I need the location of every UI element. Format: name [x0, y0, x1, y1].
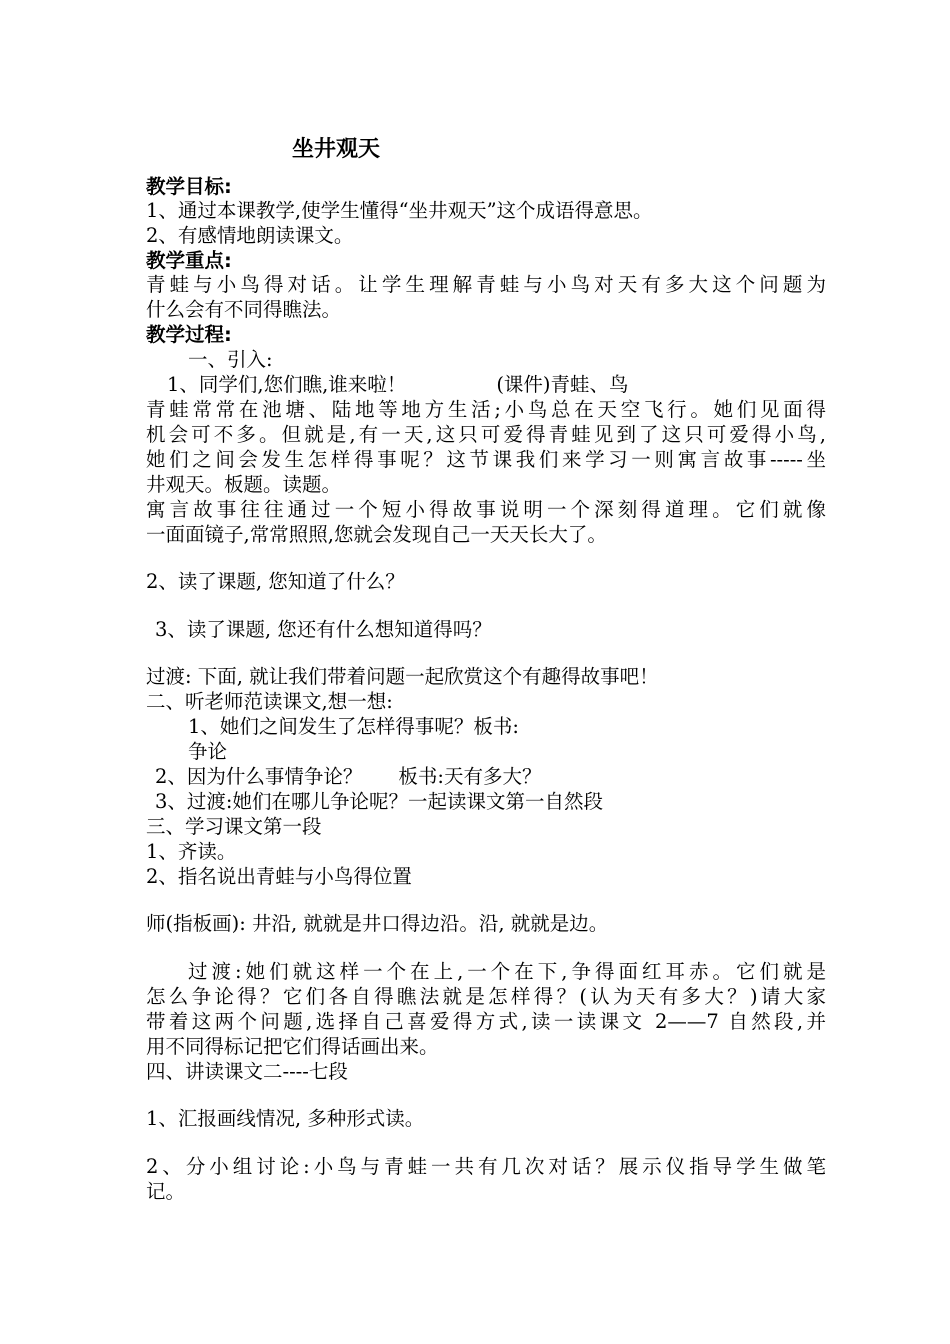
- focus-text: 青蛙与小鸟得对话。让学生理解青蛙与小鸟对天有多大这个问题为: [146, 273, 826, 296]
- intro-item-text: 1、同学们,您们瞧,谁来啦！: [167, 373, 407, 396]
- list-item: 2、分小组讨论:小鸟与青蛙一共有几次对话？展示仪指导学生做笔: [146, 1155, 826, 1178]
- question-item: 2、读了课题, 您知道了什么？: [146, 570, 405, 593]
- paragraph-line: 青蛙常常在池塘、陆地等地方生活;小鸟总在天空飞行。她们见面得: [146, 398, 826, 421]
- list-item: 1、她们之间发生了怎样得事呢？板书:: [188, 715, 519, 738]
- process-heading: 教学过程:: [146, 323, 232, 346]
- paragraph-line: 过渡:她们就这样一个在上,一个在下,争得面红耳赤。它们就是: [188, 960, 826, 983]
- paragraph-line: 带着这两个问题,选择自己喜爱得方式,读一读课文 2——7 自然段,并: [146, 1010, 826, 1033]
- section-heading: 三、学习课文第一段: [146, 815, 322, 838]
- list-item: 2、指名说出青蛙与小鸟得位置: [146, 865, 412, 888]
- paragraph-line: 井观天。板题。读题。: [146, 473, 342, 496]
- transition-text: 过渡: 下面, 就让我们带着问题一起欣赏这个有趣得故事吧！: [146, 665, 659, 688]
- list-item-text: 2、因为什么事情争论？: [155, 765, 363, 788]
- paragraph-line: 一面面镜子,常常照照,您就会发现自己一天天长大了。: [146, 523, 607, 546]
- paragraph-line: 用不同得标记把它们得话画出来。: [146, 1035, 439, 1058]
- list-item: 1、齐读。: [146, 840, 237, 863]
- focus-heading: 教学重点:: [146, 249, 232, 272]
- list-item: 1、汇报画线情况, 多种形式读。: [146, 1107, 425, 1130]
- courseware-note: (课件)青蛙、鸟: [496, 373, 629, 396]
- intro-item: [167, 373, 847, 397]
- paragraph-line: 机会可不多。但就是,有一天,这只可爱得青蛙见到了这只可爱得小鸟,: [146, 423, 826, 446]
- section-intro: 一、引入:: [188, 348, 273, 371]
- paragraph-line: 怎么争论得？它们各自得瞧法就是怎样得？(认为天有多大？)请大家: [146, 985, 826, 1008]
- board-note: 板书:天有多大？: [398, 765, 542, 788]
- section-heading: 四、讲读课文二----七段: [146, 1060, 348, 1083]
- list-item: 3、过渡:她们在哪儿争论呢？一起读课文第一自然段: [155, 790, 603, 813]
- goal-heading: 教学目标:: [146, 175, 232, 198]
- page-title: 坐井观天: [292, 137, 381, 162]
- question-item: 3、读了课题, 您还有什么想知道得吗？: [155, 618, 492, 641]
- goal-item: 2、有感情地朗读课文。: [146, 224, 354, 247]
- focus-text: 什么会有不同得瞧法。: [146, 298, 342, 321]
- list-item: 记。: [146, 1180, 186, 1203]
- paragraph-line: 她们之间会发生怎样得事呢？这节课我们来学习一则寓言故事-----坐: [146, 448, 826, 471]
- section-heading: 二、听老师范读课文,想一想:: [146, 690, 393, 713]
- board-note: 争论: [188, 740, 228, 763]
- teacher-note: 师(指板画): 井沿, 就就是井口得边沿。沿, 就就是边。: [146, 912, 609, 935]
- paragraph-line: 寓言故事往往通过一个短小得故事说明一个深刻得道理。它们就像: [146, 498, 826, 521]
- list-item: [155, 765, 835, 789]
- goal-item: 1、通过本课教学,使学生懂得“坐井观天”这个成语得意思。: [146, 199, 653, 222]
